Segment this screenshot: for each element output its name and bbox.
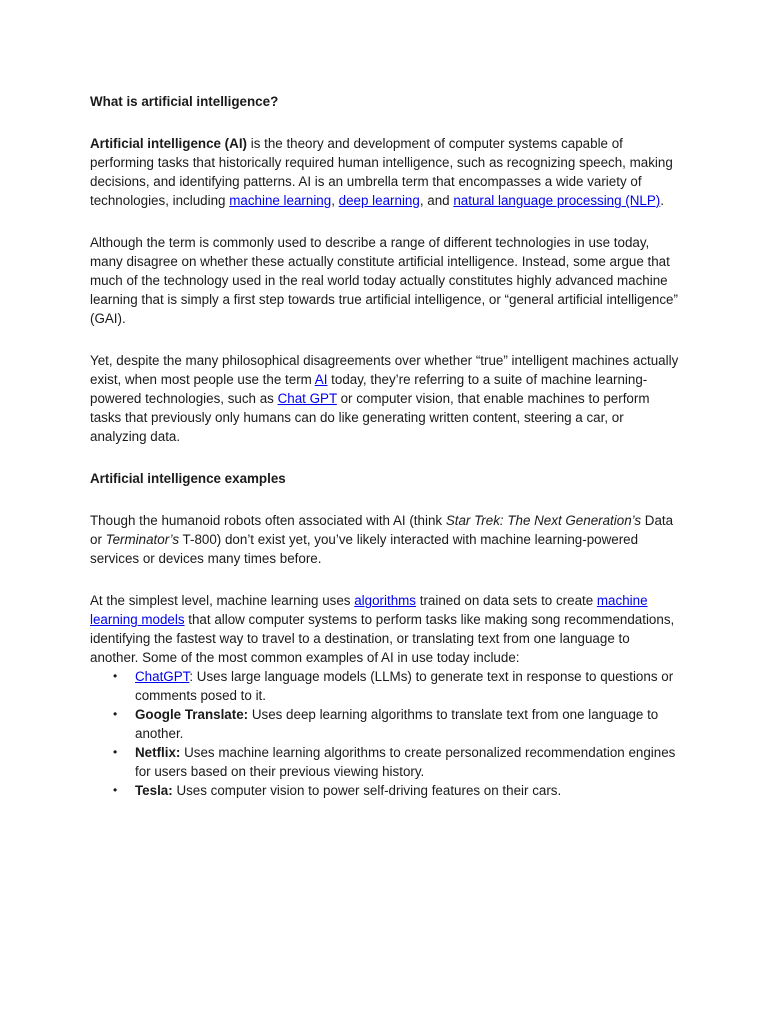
examples-list [90,667,680,800]
link-chat-gpt[interactable]: Chat GPT [277,391,337,406]
link-machine-learning[interactable]: machine learning [229,193,332,208]
bullet-icon: • [113,783,118,797]
list-item-tesla: • Tesla: Uses computer vision to power self-driving features on their cars. [113,783,562,798]
link-algorithms[interactable]: algorithms [354,593,417,608]
link-deep-learning[interactable]: deep learning [338,193,420,208]
bullet-icon: • [113,707,118,721]
paragraph-robots: Though the humanoid robots often associated with AI (think Star Trek: The Next Generation’s Data or Terminator’s T-800) don’t exist yet, you’ve likely interacted with machine learning-powered services or devices many times before. [90,513,674,566]
paragraph-disagreement: Although the term is commonly used to describe a range of different technologies in use today, many disagree on whether these actually constitute artificial intelligence. Instead, some argue that much of the technology used in the real world today actually constitutes highly advanced machine learning that is simply a first step towards true artificial intelligence, or “general artificial intelligence” (GAI). [90,235,678,326]
paragraph-philosophical: Yet, despite the many philosophical disagreements over whether “true” intelligent machines actually exist, when most people use the term AI today, they’re referring to a suite of machine learning-powered technologies, such as Chat GPT or computer vision, that enable machines to perform tasks that previously only humans can do like generating written content, steering a car, or analyzing data. [90,353,679,444]
link-ml-models[interactable]: machine learning models [90,593,648,627]
bullet-icon: • [113,669,118,683]
paragraph-ml-basics: At the simplest level, machine learning uses algorithms trained on data sets to create machine learning models that allow computer systems to perform tasks like making song recommendations, identifying the fastest way to travel to a destination, or translating text from one language to another. Some of the most common examples of AI in use today include: [90,593,675,665]
bullet-icon: • [113,745,118,759]
list-item-chatgpt: • ChatGPT: Uses large language models (LLMs) to generate text in response to questions or comments posed to it. [113,669,674,703]
link-nlp[interactable]: natural language processing (NLP) [453,193,661,208]
link-chatgpt[interactable]: ChatGPT [135,669,190,684]
term-ai: Artificial intelligence (AI) [90,136,247,151]
document-page [90,92,680,800]
list-item-netflix: • Netflix: Uses machine learning algorithms to create personalized recommendation engines for users based on their previous viewing history. [113,745,676,779]
list-item-google-translate: • Google Translate: Uses deep learning algorithms to translate text from one language to another. [113,707,659,741]
heading-what-is-ai: What is artificial intelligence? [90,94,279,109]
link-ai[interactable]: AI [314,372,328,387]
paragraph-ai-definition: Artificial intelligence (AI) is the theory and development of computer systems capable of performing tasks that historically required human intelligence, such as recognizing speech, making decisions, and identifying patterns. AI is an umbrella term that encompasses a wide variety of technologies, including machine learning, deep learning, and natural language processing (NLP). [90,136,673,208]
heading-ai-examples: Artificial intelligence examples [90,471,286,486]
